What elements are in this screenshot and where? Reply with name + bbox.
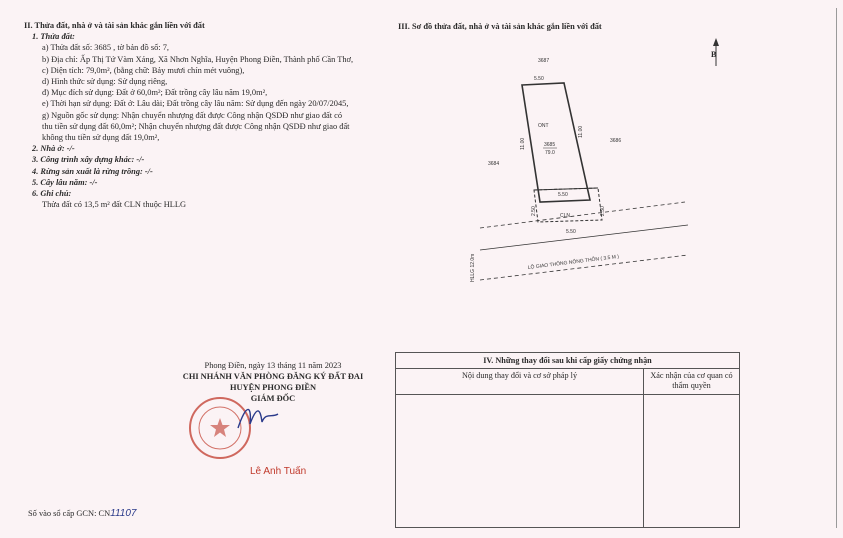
parcel-address: b) Địa chỉ: Ấp Thị Tứ Vàm Xáng, Xã Nhơn Nghĩa, Huyện Phong Điền, Thành phố Cần Thơ, <box>42 54 354 64</box>
hllg-label: HLLG 12.0m <box>470 253 476 282</box>
cln-left-label: 2.50 <box>531 206 537 216</box>
bottom-width-label: 5.50 <box>566 229 576 235</box>
changes-table <box>395 352 740 528</box>
changes-confirm-cell <box>644 395 740 528</box>
neighbor-top: 3687 <box>538 58 550 64</box>
usage-origin-2: thu tiền sử dụng đất 60,0m²; Nhận chuyển nhượng đất được Công nhận QSDĐ như giao đất <box>42 121 350 131</box>
page-edge <box>836 8 837 528</box>
note-heading: 6. Ghi chú: <box>32 189 72 199</box>
house-heading: 2. Nhà ở: -/- <box>32 144 75 154</box>
right-side-label: 11.00 <box>578 125 584 138</box>
other-works-heading: 3. Công trình xây dựng khác: -/- <box>32 155 145 165</box>
usage-origin-3: không thu tiền sử dụng đất 19,0m², <box>42 133 160 143</box>
section-land-info <box>24 20 386 210</box>
parcel-number: a) Thửa đất số: 3685 , tờ bản đồ số: 7, <box>42 43 169 53</box>
usage-purpose: đ) Mục đích sử dụng: Đất ở 60,0m²; Đất trồng cây lâu năm 19,0m², <box>42 88 268 98</box>
neighbor-left: 3684 <box>488 161 500 167</box>
cln-right-label: 2.50 <box>600 206 606 216</box>
top-width-label: 5.50 <box>534 76 544 82</box>
director-title: GIÁM ĐỐC <box>250 394 296 403</box>
cln-label: CLN <box>560 213 571 219</box>
signature-icon <box>232 398 282 438</box>
section-3-title: III. Sơ đồ thửa đất, nhà ở và tài sản khác gắn liền với đất <box>398 22 602 31</box>
parcel-area: c) Diện tích: 79,0m², (bằng chữ: Bảy mươi chín mét vuông), <box>42 65 245 75</box>
usage-origin-1: g) Nguồn gốc sử dụng: Nhận chuyển nhượng đất được Công nhận QSDĐ như giao đất có <box>42 110 343 120</box>
parcel-no-label: 3685 <box>544 142 556 148</box>
usage-term: e) Thời hạn sử dụng: Đất ở: Lâu dài; Đất trồng cây lâu năm: Sử dụng đến ngày 20/07/2045, <box>42 99 349 109</box>
district-name: HUYỆN PHONG ĐIỀN <box>229 383 317 392</box>
usage-form: d) Hình thức sử dụng: Sử dụng riêng, <box>42 77 168 87</box>
signer-name: Lê Anh Tuấn <box>250 466 307 477</box>
gcn-number: 11107 <box>110 508 137 519</box>
changes-content-header: Nội dung thay đổi và cơ sở pháp lý <box>396 369 644 395</box>
road-line-1 <box>480 225 688 250</box>
note-text: Thửa đất có 13,5 m² đất CLN thuộc HLLG <box>42 200 187 210</box>
road-label: LỘ GIAO THÔNG NÔNG THÔN ( 3.5 M ) <box>527 253 620 271</box>
north-label: B <box>711 50 717 59</box>
mid-width-label: 5.50 <box>558 192 568 198</box>
left-side-label: 11.00 <box>520 137 526 150</box>
section-4-title: IV. Những thay đổi sau khi cấp giấy chứng nhận <box>396 353 740 369</box>
changes-content-cell <box>396 395 644 528</box>
office-name: CHI NHÁNH VĂN PHÒNG ĐĂNG KÝ ĐẤT ĐAI <box>182 372 364 381</box>
neighbor-right: 3686 <box>610 138 622 144</box>
parcel-polygon <box>522 83 590 202</box>
place-date: Phong Điền, ngày 13 tháng 11 năm 2023 <box>204 361 342 370</box>
land-parcel-heading: 1. Thửa đất: <box>32 32 75 42</box>
perennial-heading: 5. Cây lâu năm: -/- <box>32 177 98 187</box>
parcel-area-label: 79.0 <box>545 150 555 156</box>
forest-heading: 4. Rừng sản xuất là rừng trồng: -/- <box>32 166 153 176</box>
changes-confirm-header: Xác nhận của cơ quan có thẩm quyền <box>644 369 740 395</box>
parcel-diagram <box>440 50 700 285</box>
gcn-register <box>28 508 136 519</box>
ont-label: ONT <box>538 123 549 129</box>
section-2-title: II. Thửa đất, nhà ở và tài sản khác gắn liền với đất <box>24 21 205 30</box>
gcn-label: Số vào sổ cấp GCN: CN <box>28 509 111 518</box>
hllg-line <box>480 202 685 228</box>
